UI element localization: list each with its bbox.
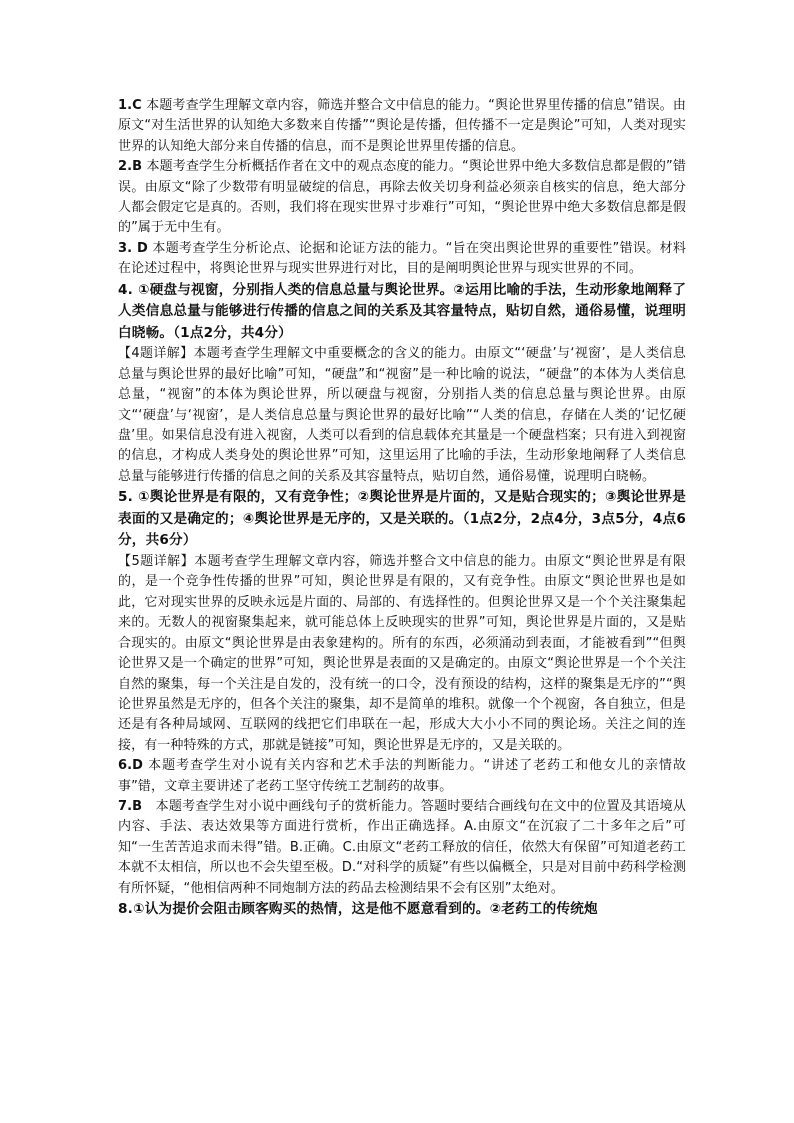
answer-number: 3. D (118, 240, 148, 256)
answer-2 (118, 157, 686, 239)
explanation-text: 本题考查学生理解文中重要概念的含义的能力。由原文“‘硬盘’与‘视窗’，是人类信息总量与舆论世界的最好比喻”可知，“硬盘”和“视窗”是一种比喻的说法，“硬盘”的本体为人类信息总量，“视窗”的本体为舆论世界，所以硬盘与视窗，分别指人类的信息总量与舆论世界。由原文“‘硬盘’与‘视窗’，是人类信息总量与舆论世界的最好比喻”“人类的信息，存储在人类的‘记忆硬盘’里。如果信息没有进入视窗，人类可以看到的信息载体充其量是一个硬盘档案；只有进入到视窗的信息，才构成人类身处的舆论世界”可知，这里运用了比喻的手法，生动形象地阐释了人类信息总量与能够进行传播的信息之间的关系及其容量特点，贴切自然，通俗易懂，说理明白晓畅。 (118, 346, 687, 484)
answer-text: 本题考查学生理解文章内容，筛选并整合文中信息的能力。“舆论世界里传播的信息”错误。由原文“对生活世界的认知绝大多数来自传播”“舆论是传播，但传播不一定是舆论”可知，人类对现实世界的认知绝大部分来自传播的信息，而不是舆论世界里传播的信息。 (118, 98, 686, 154)
answer-number: 8. (118, 900, 134, 917)
answer-7 (118, 797, 686, 899)
explanation-heading: 【5题详解】 (118, 554, 195, 570)
answer-5 (118, 487, 686, 552)
answer-text: 本题考查学生分析论点、论据和论证方法的能力。“旨在突出舆论世界的重要性”错误。材料在论述过程中，将舆论世界与现实世界进行对比，目的是阐明舆论世界与现实世界的不同。 (118, 240, 686, 277)
answer-number: 4. (118, 281, 134, 298)
answer-number: 2.B (118, 159, 143, 175)
answer-3 (118, 239, 686, 280)
answer-text: ①硬盘与视窗，分别指人类的信息总量与舆论世界。②运用比喻的手法，生动形象地阐释了人类信息总量与能够进行传播的信息之间的关系及其容量特点，贴切自然，通俗易懂，说理明白晓畅。（1点2分，共4分） (118, 281, 686, 341)
answer-text: ①认为提价会阻击顾客购买的热情，这是他不愿意看到的。②老药工的传统炮 (133, 900, 598, 917)
answer-6 (118, 756, 686, 797)
answer-number: 5. (118, 489, 134, 506)
answer-text: ①舆论世界是有限的，又有竞争性；②舆论世界是片面的，又是贴合现实的；③舆论世界是表面的又是确定的；④舆论世界是无序的，又是关联的。（1点2分，2点4分，3点5分，4点6分，共6分） (118, 489, 686, 549)
answer-text: 本题考查学生对小说中画线句子的赏析能力。答题时要结合画线句在文中的位置及其语境从内容、手法、表达效果等方面进行赏析，作出正确选择。A.由原文“在沉寂了二十多年之后”可知“一生苦苦追求而未得”错。B.正确。C.由原文“老药工释放的信任，依然大有保留”可知道老药工本就不太相信，所以也不会失望至极。D.“对科学的质疑”有些以偏概全，只是对目前中药科学检测有所怀疑，“他相信两种不同炮制方法的药品去检测结果不会有区别”太绝对。 (118, 798, 686, 896)
explanation-heading: 【4题详解】 (118, 346, 194, 362)
answer-4-explanation (118, 344, 686, 487)
answer-8 (118, 899, 686, 921)
answer-5-explanation (118, 552, 686, 756)
answer-number: 7.B (118, 798, 143, 814)
answer-document (118, 96, 686, 921)
answer-number: 6.D (118, 758, 144, 774)
answer-1 (118, 96, 686, 157)
answer-number: 1.C (118, 98, 142, 113)
answer-text: 本题考查学生分析概括作者在文中的观点态度的能力。“舆论世界中绝大多数信息都是假的”错误。由原文“除了少数带有明显破绽的信息，再除去攸关切身利益必须亲自核实的信息，绝大部分人都会假定它是真的。否则，我们将在现实世界寸步难行”可知，“舆论世界中绝大多数信息都是假的”属于无中生有。 (118, 159, 686, 236)
answer-text: 本题考查学生对小说有关内容和艺术手法的判断能力。“讲述了老药工和他女儿的亲情故事”错，文章主要讲述了老药工坚守传统工艺制药的故事。 (118, 758, 686, 794)
answer-4 (118, 280, 686, 345)
explanation-text: 本题考查学生理解文章内容，筛选并整合文中信息的能力。由原文“舆论世界是有限的，是一个竞争性传播的世界”可知，舆论世界是有限的，又有竞争性。由原文“舆论世界也是如此，它对现实世界的反映永远是片面的、局部的、有选择性的。但舆论世界又是一个个关注聚集起来的。无数人的视窗聚集起来，就可能总体上反映现实的世界”可知，舆论世界是片面的，又是贴合现实的。由原文“舆论世界是由表象建构的。所有的东西，必须涌动到表面，才能被看到”“但舆论世界又是一个确定的世界”可知，舆论世界是表面的又是确定的。由原文“舆论世界是一个个关注自然的聚集，每一个关注是自发的，没有统一的口令，没有预设的结构，这样的聚集是无序的”“舆论世界虽然是无序的，但各个关注的聚集，却不是简单的堆积。就像一个个视窗，各自独立，但是还是有各种局域网、互联网的线把它们串联在一起，形成大大小小不同的舆论场。关注之间的连接，有一种特殊的方式，那就是链接”可知，舆论世界是无序的，又是关联的。 (118, 554, 687, 753)
